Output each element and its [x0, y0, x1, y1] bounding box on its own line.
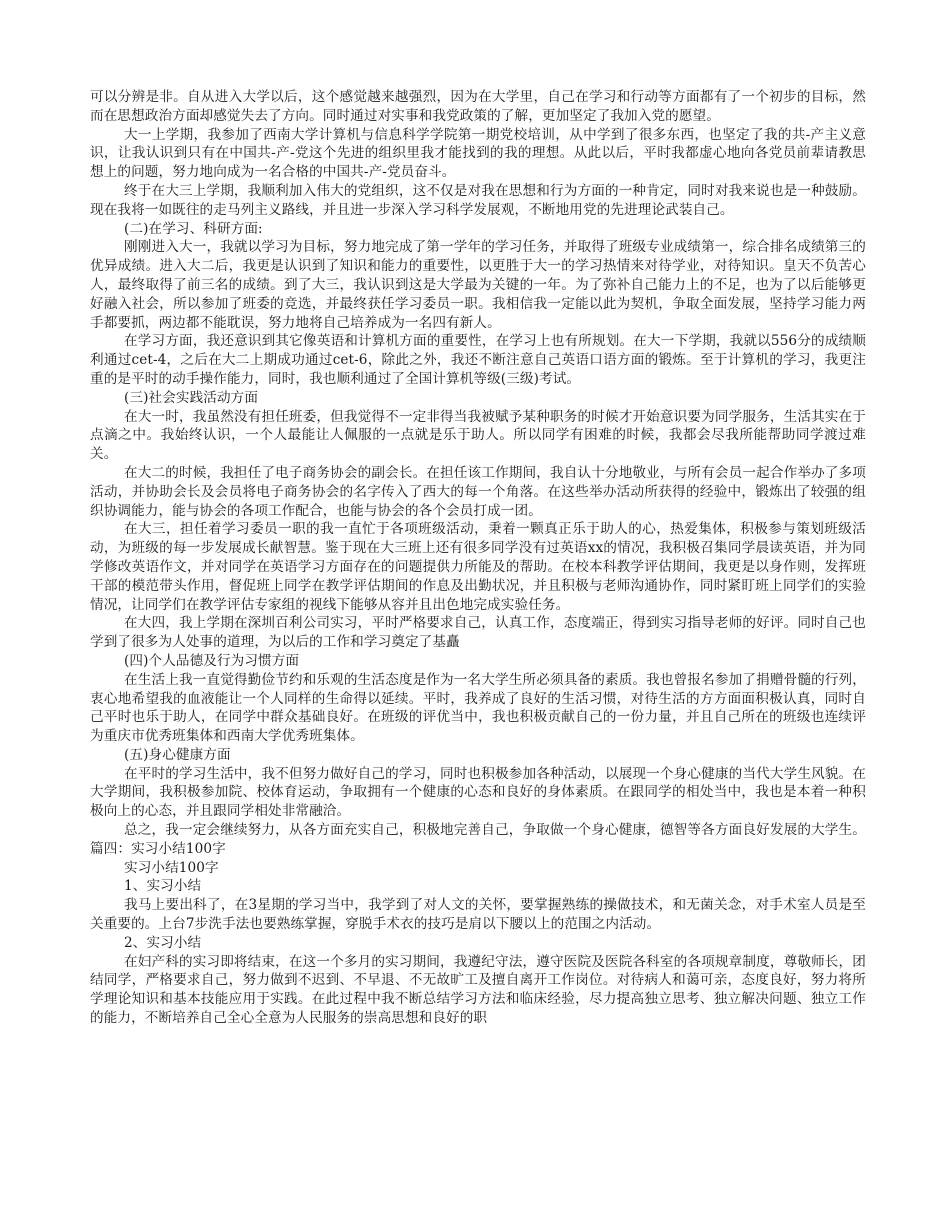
paragraph: 在学习方面，我还意识到其它像英语和计算机方面的重要性，在学习上也有所规划。在大一下学期，我就以556分的成绩顺利通过cet-4，之后在大二上期成功通过cet-6，除此之外，我还不断注意自己英语口语方面的锻炼。至于计算机的学习，我更注重的是平时的动手操作能力，同时，我也顺利通过了全国计算机等级(三级)考试。 — [90, 333, 866, 387]
paragraph: 在大四，我上学期在深圳百利公司实习，平时严格要求自己，认真工作，态度端正，得到实习指导老师的好评。同时自己也学到了很多为人处事的道理，为以后的工作和学习奠定了基矗 — [90, 615, 866, 651]
section-heading: (二)在学习、科研方面: — [124, 220, 263, 237]
paragraph: 在妇产科的实习即将结束，在这一个多月的实习期间，我遵纪守法，遵守医院及医院各科室的各项规章制度，尊敬师长，团结同学，严格要求自己，努力做到不迟到、不早退、不无故旷工及擅自离开工作岗位。对待病人和蔼可亲，态度良好，努力将所学理论知识和基本技能应用于实践。在此过程中我不断总结学习方法和临床经验，尽力提高独立思考、独立解决问题、独立工作的能力，不断培养自己全心全意为人民服务的崇高思想和良好的职 — [90, 953, 866, 1027]
paragraph: 我马上要出科了，在3星期的学习当中，我学到了对人文的关怀，要掌握熟练的操做技术，和无菌关念，对手术室人员是至关重要的。上台7步洗手法也要熟练掌握，穿脱手术衣的技巧是肩以下腰以上的范围之内活动。 — [90, 897, 866, 933]
paragraph: 大一上学期，我参加了西南大学计算机与信息科学学院第一期党校培训，从中学到了很多东西，也坚定了我的共-产主义意识，让我认识到只有在中国共-产-党这个先进的组织里我才能找到的我的理想。从此以后，平时我都虚心地向各党员前辈请教思想上的问题，努力地向成为一名合格的中国共-产-党员奋斗。 — [90, 126, 866, 181]
subsection-heading: 1、实习小结 — [124, 878, 202, 895]
paragraph: 刚刚进入大一，我就以学习为目标，努力地完成了第一学年的学习任务，并取得了班级专业成绩第一，综合排名成绩第三的优异成绩。进入大二后，我更是认识到了知识和能力的重要性，以更胜于大一的学习热情来对待学业，对待知识。皇天不负苦心人，最终取得了前三名的成绩。到了大三，我认识到这是大学最为关键的一年。为了弥补自己能力上的不足，也为了以后能够更好融入社会，所以参加了班委的竞选，并最终获任学习委员一职。我相信我一定能以此为契机，争取全面发展，坚持学习能力两手都要抓，两边都不能耽误，努力地将自己培养成为一名四有新人。 — [90, 239, 866, 331]
paragraph: 终于在大三上学期，我顺利加入伟大的党组织，这不仅是对我在思想和行为方面的一种肯定，同时对我来说也是一种鼓励。现在我将一如既往的走马列主义路线，并且进一步深入学习科学发展观，不断地用党的先进理论武装自己。 — [90, 182, 866, 218]
section-heading: (四)个人品德及行为习惯方面 — [124, 652, 300, 669]
subtitle: 实习小结100字 — [124, 859, 219, 876]
section-heading: (五)身心健康方面 — [124, 746, 231, 763]
paragraph: 可以分辨是非。自从进入大学以后，这个感觉越来越强烈，因为在大学里，自己在学习和行动等方面都有了一个初步的目标，然而在思想政治方面却感觉失去了方向。同时通过对实事和我党政策的了解，更加坚定了我加入党的愿望。 — [90, 89, 866, 124]
paragraph: 在大二的时候，我担任了电子商务协会的副会长。在担任该工作期间，我自认十分地敬业，与所有会员一起合作举办了多项活动，并协助会长及会员将电子商务协会的名字传入了西大的每一个角落。在这些举办活动所获得的经验中，锻炼出了较强的组织协调能力，能与协会的各项工作配合，也能与协会的各个会员打成一团。 — [90, 464, 866, 519]
paragraph: 在生活上我一直觉得勤俭节约和乐观的生活态度是作为一名大学生所必须具备的素质。我也曾报名参加了捐赠骨髓的行列，衷心地希望我的血液能让一个人同样的生命得以延续。平时，我养成了良好的生活习惯，对待生活的方方面面积极认真，同时自己平时也乐于助人，在同学中群众基础良好。在班级的评优当中，我也积极贡献自己的一份力量，并且自己所在的班级也连续评为重庆市优秀班集体和西南大学优秀班集体。 — [90, 671, 866, 745]
document-body — [90, 88, 866, 1028]
paragraph: 在大三，担任着学习委员一职的我一直忙于各项班级活动，秉着一颗真正乐于助人的心，热爱集体，积极参与策划班级活动，为班级的每一步发展成长献智慧。鉴于现在大三班上还有很多同学没有过英语xx的情况，我积极召集同学晨读英语，并为同学修改英语作文，并对同学在英语学习方面存在的问题提供力所能及的帮助。在校本科教学评估期间，我更是以身作则，发挥班干部的模范带头作用，督促班上同学在教学评估期间的作息及出勤状况，并且积极与老师沟通协作，同时紧盯班上同学们的实验情况，让同学们在教学评估专家组的视线下能够从容并且出色地完成实验任务。 — [90, 521, 866, 613]
paragraph: 总之，我一定会继续努力，从各方面充实自己，积极地完善自己，争取做一个身心健康，德智等各方面良好发展的大学生。篇四：实习小结100字 — [90, 822, 866, 857]
paragraph: 在大一时，我虽然没有担任班委，但我觉得不一定非得当我被赋予某种职务的时候才开始意识要为同学服务，生活其实在于点滴之中。我始终认识，一个人最能让人佩服的一点就是乐于助人。所以同学有困难的时候，我都会尽我所能帮助同学渡过难关。 — [90, 408, 866, 463]
section-heading: (三)社会实践活动方面 — [124, 389, 259, 406]
paragraph: 在平时的学习生活中，我不但努力做好自己的学习，同时也积极参加各种活动，以展现一个身心健康的当代大学生风貌。在大学期间，我积极参加院、校体育运动，争取拥有一个健康的心态和良好的身体素质。在跟同学的相处当中，我也是本着一种积极向上的心态，并且跟同学相处非常融洽。 — [90, 765, 866, 820]
subsection-heading: 2、实习小结 — [124, 934, 202, 951]
